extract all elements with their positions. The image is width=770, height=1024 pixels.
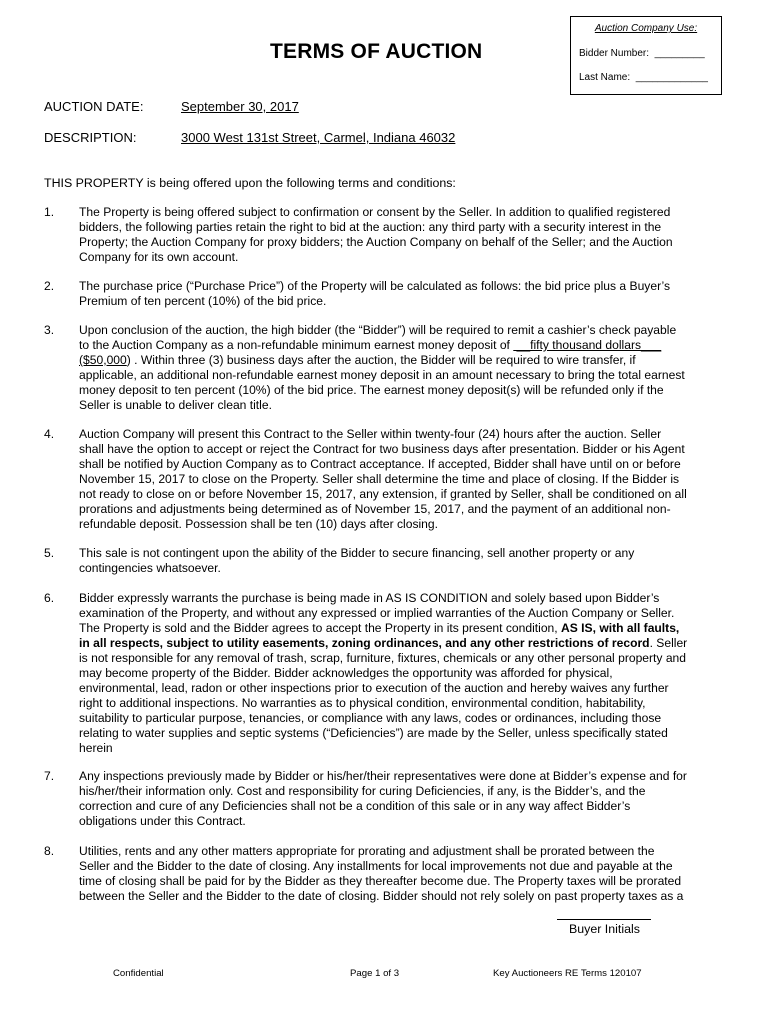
term-line: is not responsible for any removal of trash, scrap, furniture, fixtures, chemicals or any other personal property and [79, 651, 686, 665]
term-item-6 [44, 591, 724, 756]
term-line: bidders, the following parties retain the right to bid at the auction: any third party with a security interest in the [79, 220, 662, 234]
term-item-5 [44, 546, 724, 576]
term-line: contingencies whatsoever. [79, 561, 221, 575]
term-line: The Property is being offered subject to confirmation or consent by the Seller. In addition to qualified registered [79, 205, 671, 219]
term-number: 6. [44, 591, 55, 605]
term-line: November 15, 2017 to close on the Property. Seller shall determine the time and place of closing. If the Bidder is [79, 472, 680, 486]
term-number: 3. [44, 323, 55, 337]
term-number: 4. [44, 427, 55, 441]
term-line: right to additional inspections. No warranties as to physical condition, environmental condition, habitability, [79, 696, 646, 710]
term-line [79, 338, 724, 353]
buyer-initials-label: Buyer Initials [569, 922, 640, 936]
description-value: 3000 West 131st Street, Carmel, Indiana 46032 [181, 130, 456, 145]
auction-date-label: AUCTION DATE: [44, 99, 144, 114]
term-line: Premium of ten percent (10%) of the bid price. [79, 294, 327, 308]
term-line: Any inspections previously made by Bidder or his/her/their representatives were done at Bidder’s expense and for [79, 769, 687, 783]
footer-confidential: Confidential [113, 968, 164, 979]
term-line: Bidder expressly warrants the purchase is being made in AS IS CONDITION and solely based upon Bidder’s [79, 591, 660, 605]
term-line: between the Seller and the Bidder to the date of closing. Bidder should not rely solely on past property taxes as a [79, 889, 684, 903]
term-line: examination of the Property, and without any expressed or implied warranties of the Auction Company or Seller. [79, 606, 675, 620]
term-line: may become property of the Bidder. Bidder acknowledges the opportunity was afforded for physical, [79, 666, 613, 680]
term-line: Seller is unable to deliver clean title. [79, 398, 272, 412]
term-line: This sale is not contingent upon the ability of the Bidder to secure financing, sell another property or any [79, 546, 635, 560]
auction-company-use-box [570, 16, 722, 95]
term-line: Auction Company will present this Contract to the Seller within twenty-four (24) hours after the auction. Seller [79, 427, 662, 441]
term-item-1 [44, 205, 724, 265]
term-item-3 [44, 323, 724, 413]
deposit-amount-number: ($50,000 [79, 353, 127, 367]
term-line: suitability to particular purpose, tenancies, or compliance with any laws, codes or ordinances, including those [79, 711, 662, 725]
buyer-initials-line[interactable] [557, 919, 651, 920]
as-is-bold-text: AS IS, with all faults, [561, 621, 680, 635]
term-line: not ready to close on or before November 15, 2017, any extension, if granted by Seller, shall be conditioned on all [79, 487, 687, 501]
term-line: Seller and the Bidder to the date of closing. Any installments for local improvements not due and payable at the [79, 859, 673, 873]
term-line: Property; the Auction Company for proxy bidders; the Auction Company on behalf of the Seller; and the Auction [79, 235, 673, 249]
term-line: time of closing shall be paid for by the Bidder as they thereafter become due. The Property taxes will be prorated [79, 874, 682, 888]
term-number: 7. [44, 769, 55, 783]
term-line: herein [79, 741, 113, 755]
term-line: Utilities, rents and any other matters appropriate for prorating and adjustment shall be prorated between the [79, 844, 655, 858]
term-line: refundable deposit. Possession shall be ten (10) days after closing. [79, 517, 438, 531]
term-line: shall have the option to accept or reject the Contract for two business days after presentation. Bidder or his Agent [79, 442, 685, 456]
term-line: Upon conclusion of the auction, the high bidder (the “Bidder”) will be required to remit a cashier’s check payable [79, 323, 677, 337]
term-item-7 [44, 769, 724, 829]
term-line: applicable, an additional non-refundable earnest money deposit in an amount necessary to bring the total earnest [79, 368, 685, 382]
auction-date-value: September 30, 2017 [181, 99, 299, 114]
last-name-field: Last Name: _____________ [579, 72, 708, 83]
footer-page-number: Page 1 of 3 [350, 968, 400, 979]
term-line [79, 636, 724, 651]
term-line: Company for its own account. [79, 250, 239, 264]
term-line [79, 621, 724, 636]
description-label: DESCRIPTION: [44, 130, 137, 145]
document-title: TERMS OF AUCTION [270, 40, 483, 63]
footer-doc-reference: Key Auctioneers RE Terms 120107 [493, 968, 642, 979]
intro-text: THIS PROPERTY is being offered upon the following terms and conditions: [44, 176, 456, 190]
auction-company-use-title: Auction Company Use: [594, 23, 698, 34]
term-number: 5. [44, 546, 55, 560]
as-is-bold-text: in all respects, subject to utility easements, zoning ordinances, and any other restrictions of record [79, 636, 650, 650]
term-number: 2. [44, 279, 55, 293]
term-line: prorations and adjustments being determined as of November 15, 2017, and the payment of an additional non- [79, 502, 671, 516]
bidder-number-field: Bidder Number: _________ [579, 48, 705, 59]
deposit-text: to the Auction Company as a non-refundable minimum earnest money deposit of [79, 338, 514, 352]
term-line: his/her/their information only. Cost and responsibility for curing Deficiencies, if any, is the Bidder’s, and the [79, 784, 646, 798]
deposit-amount-words: __fifty thousand dollars___ [513, 338, 662, 352]
term-line: money deposit to ten percent (10%) of the bid price. The earnest money deposit(s) will be refunded only if the [79, 383, 664, 397]
term-number: 8. [44, 844, 55, 858]
term-line: obligations under this Contract. [79, 814, 246, 828]
term-text: The Property is sold and the Bidder agrees to accept the Property in its present condition, [79, 621, 562, 635]
term-text: . Seller [649, 636, 688, 650]
term-line [79, 353, 724, 368]
term-line: shall be notified by Auction Company as to Contract acceptance. If accepted, Bidder shall have until on or before [79, 457, 681, 471]
term-item-2 [44, 279, 724, 309]
term-line: correction and cure of any Deficiencies shall not be a condition of this sale or in any way affect Bidder’s [79, 799, 631, 813]
term-item-4 [44, 427, 724, 532]
term-line: environmental, lead, radon or other inspections prior to execution of the auction and hereby waives any further [79, 681, 669, 695]
term-line: relating to water supplies and septic systems (“Deficiencies”) are made by the Seller, unless specifically stated [79, 726, 668, 740]
deposit-text: ) . Within three (3) business days after the auction, the Bidder will be required to wire transfer, if [126, 353, 636, 367]
term-line: The purchase price (“Purchase Price”) of the Property will be calculated as follows: the bid price plus a Buyer’s [79, 279, 671, 293]
term-item-8 [44, 844, 724, 904]
term-number: 1. [44, 205, 55, 219]
